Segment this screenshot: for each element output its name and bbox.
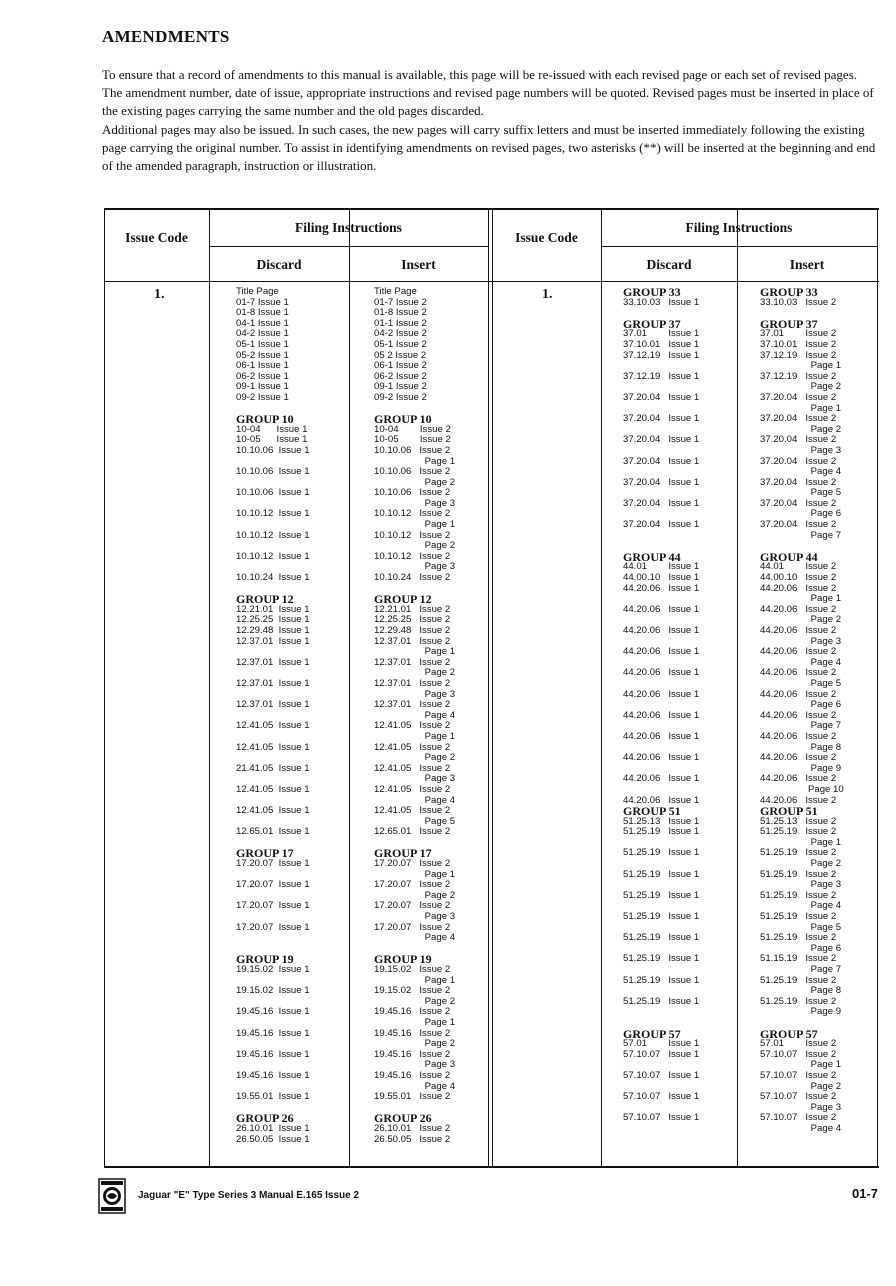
filing-entry: 12.41.05 Issue 2 [374,805,451,817]
filing-entry: 37.20.04 Issue 2 [760,476,837,488]
page-entry: Page 5 [760,921,842,933]
filing-entry: 44.01 Issue 1 [623,561,700,573]
filing-entry: 19.45.16 Issue 1 [236,1027,310,1039]
filing-entry: 37.20.04 Issue 1 [623,391,700,403]
right-discard-column [623,287,699,1124]
filing-entry: 51.25.19 Issue 2 [760,889,837,901]
filing-entry: 37.12.19 Issue 1 [623,349,700,361]
filing-entry: 37.20.04 Issue 1 [623,413,700,425]
filing-entry: 19.15.02 Issue 1 [236,964,310,975]
filing-entry: 51.25.19 Issue 1 [623,889,700,901]
filing-entry: 57.10.07 Issue 2 [760,1069,837,1081]
page-entry: Page 3 [374,1059,456,1071]
filing-entry: 51.25.19 Issue 2 [760,911,837,923]
filing-entry: 57.01 Issue 1 [623,1038,700,1050]
filing-entry: 05 2 Issue 2 [374,349,427,361]
filing-entry: 12.29.48 Issue 2 [374,625,451,636]
intro-text [102,66,876,175]
issue-code-header: Issue Code [125,230,188,245]
filing-entry: 37.20.04 Issue 1 [623,455,700,467]
page-entry: Page 1 [374,868,456,880]
filing-entry: 44.20.06 Issue 1 [623,667,700,679]
filing-entry: 51.25.13 Issue 2 [760,815,837,827]
filing-entry: 10.10.06 Issue 1 [236,466,310,478]
filing-entry: 26.50.05 Issue 1 [236,1133,310,1145]
group-heading: GROUP 10 [374,412,432,427]
group-heading: GROUP 17 [374,846,432,861]
filing-entry: 44.20.06 Issue 1 [623,752,700,764]
page-entry: Page 6 [760,942,842,954]
filing-entry: 12.41.05 Issue 1 [236,783,310,795]
filing-entry: 33.10.03 Issue 2 [760,296,837,308]
filing-entry [623,965,699,976]
page-entry: Page 1 [374,519,456,531]
page-entry: Page 9 [760,1006,842,1018]
filing-entry: 44.20.06 Issue 1 [623,709,700,721]
page-entry: Page 9 [760,762,842,774]
filing-entry: 44.01 Issue 2 [760,561,837,573]
group-heading: GROUP 44 [760,549,818,564]
group-heading: GROUP 12 [236,592,294,607]
group-heading: GROUP 10 [236,412,294,427]
insert-header: Insert [789,257,825,272]
filing-entry: 12.41.05 Issue 2 [374,720,451,732]
page-entry: Page 4 [374,794,456,806]
page-entry: Page 2 [374,889,456,901]
filing-entry: 05-2 Issue 1 [236,349,289,361]
filing-entry: 10-04 Issue 1 [236,423,308,435]
page-entry: Page 3 [374,773,456,785]
filing-entry: 17.20.07 Issue 2 [374,900,451,912]
page-entry: Page 1 [374,730,456,742]
jaguar-badge-icon [98,1178,126,1214]
filing-entry [623,679,699,690]
group-heading: GROUP 57 [623,1026,681,1041]
filing-entry: 10-05 Issue 2 [374,434,451,446]
filing-entry: 12.37.01 Issue 1 [236,677,310,689]
page-entry: Page 3 [760,879,842,891]
filing-entry: 37.12.19 Issue 2 [760,370,837,382]
group-heading: GROUP 33 [760,285,818,299]
filing-entry: 44.20.06 Issue 1 [623,688,700,700]
filing-entry: 12.41.05 Issue 1 [236,805,310,817]
filing-entry: 44.20.06 Issue 1 [623,582,700,594]
page-entry: Page 4 [760,1122,842,1134]
group-heading: GROUP 19 [236,952,294,967]
filing-entry: 12.41.05 Issue 2 [374,783,451,795]
filing-entry: 37.10.01 Issue 2 [760,338,837,350]
issue-code-value: 1. [154,287,165,302]
page-entry: Page 1 [760,1059,842,1071]
filing-entry: 17.20.07 Issue 2 [374,879,451,891]
page-entry: Page 1 [760,402,842,414]
left-discard-column [236,287,310,1145]
filing-entry: 19.55.01 Issue 2 [374,1091,451,1103]
filing-entry: 04-1 Issue 1 [236,317,289,329]
group-heading: GROUP 26 [374,1111,432,1126]
page-entry: Title Page [374,286,417,297]
group-heading: GROUP 17 [236,846,294,861]
filing-entry: 10.10.12 Issue 1 [236,529,310,541]
page-entry: Page 1 [374,455,456,467]
filing-entry [623,1007,699,1018]
filing-entry: 51.25.19 Issue 2 [760,932,837,944]
filing-entry: 37.20.04 Issue 2 [760,434,837,446]
group-heading: GROUP 44 [623,549,681,564]
page-entry: Page 2 [760,381,842,393]
page-entry: Page 2 [374,1038,456,1050]
group-heading: GROUP 26 [236,1111,294,1126]
filing-entry: 19.45.16 Issue 1 [236,1006,310,1018]
filing-entry: 51.25.19 Issue 1 [623,953,700,965]
filing-entry: 12.37.01 Issue 2 [374,656,451,668]
filing-entry: 12.37.01 Issue 1 [236,699,310,711]
insert-header: Insert [401,257,436,272]
group-heading: GROUP 37 [760,316,818,331]
amendments-table [104,208,879,1168]
group-heading: GROUP 37 [623,316,681,331]
filing-entry: 44.20.06 Issue 2 [760,603,837,615]
filing-entry: 05-1 Issue 2 [374,338,427,350]
filing-entry: 09-1 Issue 1 [236,381,289,393]
page-entry: Page 4 [760,900,842,912]
filing-entry: 04-2 Issue 1 [236,328,289,340]
filing-entry: 26.50.05 Issue 2 [374,1133,451,1145]
page-entry: Page 3 [760,444,842,456]
filing-entry: 44.00.10 Issue 1 [623,572,700,584]
filing-entry: 51.25.19 Issue 2 [760,974,837,986]
page-entry: Page 2 [374,540,456,552]
filing-entry: 19.55.01 Issue 1 [236,1091,310,1103]
filing-entry: 44.20.06 Issue 2 [760,709,837,721]
filing-entry: 51.25.13 Issue 1 [623,815,700,827]
page-entry: Page 1 [374,1016,456,1028]
group-heading: GROUP 12 [374,592,432,607]
filing-entry: 44.20.06 Issue 2 [760,773,837,785]
filing-entry: 37.20.04 Issue 1 [623,497,700,509]
filing-entry: 51.25.19 Issue 1 [623,932,700,944]
filing-instructions-header: Filing Instructions [685,220,793,235]
page-entry: Page 6 [760,699,842,711]
filing-entry: 05-1 Issue 1 [236,338,289,350]
page-entry: Page 7 [760,964,842,975]
filing-entry: 51.25.19 Issue 1 [623,995,700,1007]
filing-entry: 44.20.06 Issue 1 [623,646,700,658]
filing-entry: 51.25.19 Issue 1 [623,911,700,923]
page-entry: Page 2 [760,858,842,870]
filing-entry: 37.20.04 Issue 2 [760,497,837,509]
page-entry: Page 5 [760,677,842,689]
filing-entry: 51.15.19 Issue 2 [760,953,837,965]
filing-entry: 12.41.05 Issue 2 [374,741,451,753]
filing-entry: 51.25.19 Issue 1 [623,868,700,880]
filing-entry: 19.45.16 Issue 2 [374,1027,451,1039]
filing-entry: 44.20.06 Issue 2 [760,794,837,806]
filing-entry: 57.10.07 Issue 2 [760,1091,837,1103]
filing-entry: 33.10.03 Issue 1 [623,296,700,308]
filing-entry: 10.10.06 Issue 2 [374,487,451,499]
group-heading: GROUP 33 [623,285,681,299]
page-entry: Page 4 [760,656,842,668]
manual-reference: Jaguar "E" Type Series 3 Manual E.165 Issue 2 [138,1190,360,1201]
filing-entry: 19.45.16 Issue 1 [236,1048,310,1060]
page-entry: Page 2 [760,1080,842,1092]
filing-entry: 12.21.01 Issue 1 [236,603,310,615]
issue-code-header: Issue Code [515,230,578,245]
group-heading: GROUP 19 [374,952,432,967]
group-heading: GROUP 51 [760,804,818,819]
filing-entry: 12.41.05 Issue 1 [236,720,310,732]
page-entry: Page 3 [374,911,456,923]
filing-entry: 19.45.16 Issue 2 [374,1006,451,1018]
filing-entry [236,1018,310,1029]
filing-entry: 12.29.48 Issue 1 [236,625,310,636]
filing-entry: 26.10.01 Issue 2 [374,1122,451,1134]
filing-entry: 17.20.07 Issue 1 [236,921,310,933]
filing-entry: 37.20.04 Issue 2 [760,519,837,531]
filing-entry: 01-7 Issue 1 [236,296,289,308]
filing-entry: 57.10.07 Issue 1 [623,1048,700,1060]
filing-entry: 17.20.07 Issue 2 [374,921,451,933]
page-entry: Page 3 [374,497,456,509]
page-entry: Page 5 [374,815,456,827]
filing-entry: 44.20.06 Issue 1 [623,625,700,636]
filing-entry: 12.37.01 Issue 1 [236,635,310,647]
page-entry: Page 3 [760,1101,842,1113]
filing-entry: 37.20.04 Issue 1 [623,519,700,531]
filing-entry: 06-2 Issue 2 [374,370,427,382]
filing-entry: 06-1 Issue 2 [374,360,427,372]
filing-entry: 10.10.12 Issue 2 [374,529,451,541]
filing-entry: 57.10.07 Issue 2 [760,1112,837,1124]
filing-entry: 12.37.01 Issue 2 [374,677,451,689]
filing-entry: 19.45.16 Issue 2 [374,1048,451,1060]
filing-entry: 37.20.04 Issue 2 [760,455,837,467]
page-entry: Page 8 [760,985,842,997]
filing-entry: 51.25.19 Issue 2 [760,995,837,1007]
filing-entry: 44.20.06 Issue 2 [760,667,837,679]
filing-entry [236,732,310,743]
page-entry: Page 2 [374,476,456,488]
page-entry: Page 4 [374,932,456,944]
left-insert-column [374,287,455,1145]
page-number: 01-7 [851,1186,878,1201]
filing-entry: 10.10.24 Issue 1 [236,572,310,584]
group-heading: GROUP 51 [623,804,681,819]
intro-paragraph: The amendment number, date of issue, appropriate instructions and revised page numbers will be quoted. Revised pages must be inserted in place of the existing pages carrying the same number and the old pages discarded. [102,85,874,119]
intro-paragraph: To ensure that a record of amendments to this manual is available, this page will be re-issued with each revised page or each set of revised pages. [102,67,857,82]
intro-paragraph: Additional pages may also be issued. In such cases, the new pages will carry suffix letters and must be inserted immediately following the existing page carrying the original number. To assist in identifying amendments on revised pages, two asterisks (**) will be inserted at the beginning and end of the amended paragraph, instruction or illustration. [102,121,876,174]
filing-entry: 44.20.06 Issue 1 [623,773,700,785]
filing-entry: 51.25.19 Issue 1 [623,847,700,859]
page-entry: Page 7 [760,720,842,732]
filing-entry: 12.65.01 Issue 2 [374,826,451,838]
filing-entry: 19.15.02 Issue 2 [374,985,451,997]
page-entry: Page 3 [760,635,842,647]
filing-entry: 19.15.02 Issue 2 [374,964,451,975]
page-entry: Page 10 [760,783,844,795]
filing-entry: 44.20.06 Issue 1 [623,730,700,742]
filing-entry: 44.20.06 Issue 2 [760,752,837,764]
right-insert-column [760,287,844,1135]
filing-entry: 37.12.19 Issue 2 [760,349,837,361]
page-footer [98,1176,878,1218]
filing-entry: 10-04 Issue 2 [374,423,451,435]
filing-entry: 12.25.25 Issue 1 [236,614,310,626]
page-entry: Page 4 [374,709,456,721]
filing-entry: 51.25.19 Issue 2 [760,847,837,859]
filing-entry: 12.41.05 Issue 2 [374,762,451,774]
filing-entry: 12.37.01 Issue 1 [236,656,310,668]
page-entry: Page 2 [374,995,456,1007]
page-entry: Page 1 [374,646,456,658]
issue-code-value: 1. [542,287,553,302]
filing-entry: 57.10.07 Issue 1 [623,1112,700,1124]
filing-entry: 44.20.06 Issue 2 [760,688,837,700]
page-entry: Page 2 [760,614,842,626]
page-entry: Page 4 [760,466,842,478]
filing-entry: 01-7 Issue 2 [374,296,427,308]
filing-entry: 19.45.16 Issue 1 [236,1069,310,1081]
filing-entry: 51.25.19 Issue 2 [760,868,837,880]
filing-entry: 51.25.19 Issue 1 [623,974,700,986]
filing-entry: 10.10.12 Issue 1 [236,550,310,562]
filing-entry: 44.20.06 Issue 2 [760,582,837,594]
page-entry: Page 1 [374,974,456,986]
filing-entry: 09-2 Issue 2 [374,391,427,403]
filing-entry: 12.41.05 Issue 1 [236,741,310,753]
filing-entry: 10.10.12 Issue 2 [374,550,451,562]
filing-entry: 37.01 Issue 1 [623,328,700,340]
filing-entry: 10.10.06 Issue 2 [374,466,451,478]
filing-entry: 17.20.07 Issue 1 [236,879,310,891]
filing-entry: 09-2 Issue 1 [236,391,289,403]
filing-entry: 26.10.01 Issue 1 [236,1122,310,1134]
filing-instructions-header: Filing Instructions [295,220,402,235]
filing-entry: 10.10.06 Issue 2 [374,444,451,456]
page-entry: Page 4 [374,1080,456,1092]
page-entry: Page 1 [760,360,842,372]
filing-entry: 12.37.01 Issue 2 [374,635,451,647]
filing-entry: 44.20.06 Issue 2 [760,646,837,658]
filing-entry: 10.10.12 Issue 1 [236,508,310,520]
filing-entry: 12.25.25 Issue 2 [374,614,451,626]
filing-entry: 06-2 Issue 1 [236,370,289,382]
filing-entry: 37.01 Issue 2 [760,328,837,340]
page-entry: Page 7 [760,529,842,541]
filing-entry [623,531,699,542]
filing-entry: 17.20.07 Issue 1 [236,900,310,912]
filing-entry: 37.20.04 Issue 2 [760,413,837,425]
page-entry: Page 3 [374,561,456,573]
filing-entry [623,446,699,457]
page-entry: Page 5 [760,487,842,499]
page-entry: Page 8 [760,741,842,753]
filing-entry: 06-1 Issue 1 [236,360,289,372]
discard-header: Discard [256,257,302,272]
filing-entry: 57.10.07 Issue 1 [623,1069,700,1081]
filing-entry [236,933,310,944]
filing-entry: 12.37.01 Issue 2 [374,699,451,711]
filing-entry: 10.10.06 Issue 1 [236,487,310,499]
filing-entry: 10.10.24 Issue 2 [374,572,451,584]
page-entry: Page 1 [760,836,842,848]
filing-entry: 10-05 Issue 1 [236,434,308,446]
page-entry: Page 3 [374,688,456,700]
filing-entry: 51.25.19 Issue 1 [623,826,700,838]
filing-entry: 12.65.01 Issue 1 [236,826,310,838]
filing-entry: 04-2 Issue 2 [374,328,427,340]
filing-entry: 01-8 Issue 2 [374,307,427,319]
group-heading: GROUP 57 [760,1026,818,1041]
filing-entry: 19.15.02 Issue 1 [236,985,310,997]
filing-entry: 44.20.06 Issue 2 [760,625,837,636]
page-entry: Page 2 [760,423,842,435]
filing-entry: 37.10.01 Issue 1 [623,338,700,350]
filing-entry: 17.20.07 Issue 1 [236,858,310,870]
filing-entry: 17.20.07 Issue 2 [374,858,451,870]
filing-entry: 01-8 Issue 1 [236,307,289,319]
filing-entry: 09-1 Issue 2 [374,381,427,393]
filing-entry: 44.20.06 Issue 1 [623,794,700,806]
page-entry: Title Page [236,286,279,297]
filing-entry [623,785,699,796]
filing-entry: 10.10.06 Issue 1 [236,444,310,456]
filing-entry: 57.10.07 Issue 1 [623,1091,700,1103]
filing-entry: 37.12.19 Issue 1 [623,370,700,382]
filing-entry: 12.21.01 Issue 2 [374,603,451,615]
discard-header: Discard [646,257,692,272]
filing-entry: 44.20.06 Issue 1 [623,603,700,615]
filing-entry: 10.10.12 Issue 2 [374,508,451,520]
filing-entry: 37.20.04 Issue 1 [623,476,700,488]
filing-entry: 44.20.06 Issue 2 [760,730,837,742]
filing-entry: 57.01 Issue 2 [760,1038,837,1050]
filing-entry: 01-1 Issue 2 [374,317,427,329]
page-entry: Page 2 [374,752,456,764]
page-entry: Page 6 [760,508,842,520]
filing-entry: 37.20.04 Issue 1 [623,434,700,446]
filing-entry: 51.25.19 Issue 2 [760,826,837,838]
filing-entry: 21.41.05 Issue 1 [236,762,310,774]
filing-entry: 19.45.16 Issue 2 [374,1069,451,1081]
filing-entry: 57.10.07 Issue 2 [760,1048,837,1060]
filing-entry: 44.00.10 Issue 2 [760,572,837,584]
page-title: AMENDMENTS [102,27,230,46]
page-entry: Page 1 [760,593,842,605]
filing-entry: 37.20.04 Issue 2 [760,391,837,403]
page-entry: Page 2 [374,667,456,679]
